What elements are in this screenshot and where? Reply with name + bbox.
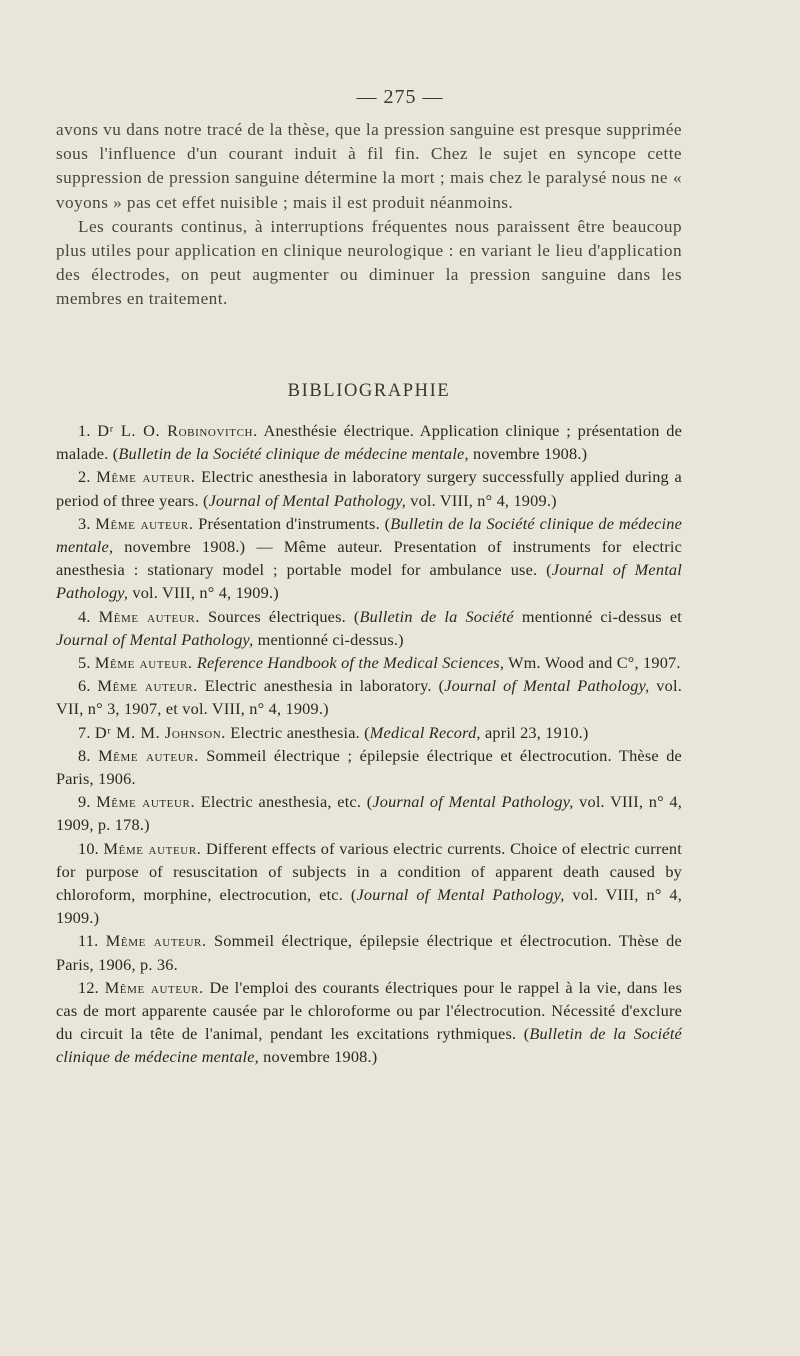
entry-number: 11. (78, 931, 99, 951)
entry-author: Même auteur. (96, 467, 196, 487)
entry-text: mentionné ci-dessus.) (253, 629, 404, 649)
entry-text: Anesthésie électrique. Application clinique ; présentation de malade. ( (56, 421, 682, 464)
entry-number: 7. (78, 722, 91, 742)
paragraph: Les courants continus, à interruptions fréquentes nous paraissent être beaucoup plus utiles pour application en clinique neurologique : en variant le lieu d'application des électrodes, on peut augmenter ou diminuer la pression sanguine dans les membres en traitement. (56, 216, 682, 309)
entry-journal: Journal of Mental Pathology, (444, 676, 650, 696)
entry-journal: Bulletin de la Société clinique de médecine mentale, (56, 513, 682, 557)
entry-number: 5. (78, 653, 91, 673)
bibliography-entry (56, 419, 682, 465)
entry-journal: Bulletin de la Société clinique de médecine mentale, (118, 444, 469, 464)
bibliography-entry (56, 721, 682, 744)
entry-author: Même auteur. (105, 931, 207, 951)
entry-text: Different effects of various electric currents. Choice of electric current for purpose of resuscitation of subjects in a condition of apparent death caused by chloroform, morphine, electrocution, etc. ( (56, 838, 683, 905)
entry-journal: Bulletin de la Société clinique de médecine mentale, (56, 1024, 682, 1067)
entry-text: De l'emploi des courants électriques pour le rappel à la vie, dans les cas de mort apparente causée par le chloroforme ou par l'électrocution. Nécessité d'exclure du circuit la tête de l'animal, pendant les excitations rythmiques. ( (56, 977, 682, 1044)
entry-number: 4. (78, 606, 91, 626)
entry-journal: Reference Handbook of the Medical Sciences, (196, 653, 505, 673)
entry-journal: Journal of Mental Pathology, (372, 792, 574, 812)
entry-text: mentionné ci-dessus et (513, 606, 682, 626)
entry-journal: Bulletin de la Société (359, 606, 514, 626)
bibliography-entry (56, 929, 682, 975)
entry-text: Présentation d'instruments. ( (198, 513, 391, 533)
entry-journal: Journal of Mental Pathology, (56, 560, 682, 603)
entry-number: 2. (78, 467, 91, 487)
entry-author: Dʳ M. M. Johnson. (94, 722, 226, 742)
entry-number: 1. (78, 421, 91, 440)
entry-author: Même auteur. (96, 792, 196, 812)
bibliography-entry (56, 837, 682, 930)
entry-journal: Journal of Mental Pathology, (208, 490, 406, 510)
bibliography-entry (56, 790, 682, 836)
bibliography-entry (56, 465, 682, 511)
paragraph: avons vu dans notre tracé de la thèse, que la pression sanguine est presque supprimée sous l'influence d'un courant induit à fil fin. Chez le sujet en syncope cette suppression de pression sanguine détermine la mort ; mais chez le paralysé nous ne « voyons » pas cet effet nuisible ; mais il est produit néanmoins. (56, 120, 682, 212)
section-title: BIBLIOGRAPHIE (287, 381, 451, 401)
entry-number: 3. (78, 513, 91, 533)
bibliography-entry (56, 651, 682, 674)
entry-author: Même auteur. (95, 513, 194, 533)
entry-number: 8. (78, 745, 91, 765)
entry-text: Wm. Wood and C°, 1907. (504, 653, 681, 673)
entry-number: 9. (78, 792, 91, 812)
entry-number: 6. (78, 676, 91, 696)
entry-number: 12. (78, 977, 99, 997)
entry-text: vol. VIII, n° 4, 1909.) (405, 490, 557, 510)
bibliography-entry (56, 605, 682, 651)
bibliography-entry (56, 744, 682, 790)
body-text (56, 118, 682, 312)
entry-author: Même auteur. (97, 676, 198, 696)
entry-text: Electric anesthesia, etc. ( (200, 792, 373, 812)
entry-text: Sommeil électrique, épilepsie électrique et électrocution. Thèse de Paris, 1906, p. 36. (56, 931, 682, 974)
bibliography-entry (56, 512, 682, 605)
entry-journal: Journal of Mental Pathology, (56, 629, 254, 649)
bibliography-entry (56, 976, 682, 1069)
entry-author: Même auteur. (98, 745, 199, 765)
entry-journal: Journal of Mental Pathology, (356, 885, 565, 905)
entry-text: april 23, 1910.) (480, 722, 589, 742)
entry-author: Dʳ L. O. Robinovitch. (97, 421, 258, 440)
entry-text: vol. VII, n° 3, 1907, et vol. VIII, n° 4, 1909.) (56, 676, 682, 719)
entry-author: Même auteur. (103, 838, 202, 858)
bibliography-list (56, 419, 682, 1069)
entry-text: novembre 1908.) (258, 1047, 378, 1067)
entry-journal: Medical Record, (369, 722, 481, 742)
entry-text: novembre 1908.) (468, 444, 588, 464)
entry-author: Même auteur. (98, 606, 200, 626)
entry-author: Même auteur. (94, 653, 193, 673)
entry-text: Sommeil électrique ; épilepsie électrique et électrocution. Thèse de Paris, 1906. (56, 745, 682, 789)
bibliography-entry (56, 674, 682, 720)
entry-text: vol. VIII, n° 4, 1909.) (56, 885, 683, 928)
entry-text: vol. VIII, n° 4, 1909, p. 178.) (56, 792, 682, 835)
entry-text: Sources électriques. ( (207, 606, 360, 626)
entry-text: Electric anesthesia in laboratory surgery successfully applied during a period of three years. ( (56, 467, 682, 510)
entry-number: 10. (78, 838, 99, 858)
entry-text: Electric anesthesia. ( (230, 722, 370, 742)
entry-text: Electric anesthesia in laboratory. ( (204, 676, 445, 696)
entry-text: vol. VIII, n° 4, 1909.) (128, 583, 279, 603)
page-number: — 275 — (356, 86, 444, 108)
entry-author: Même auteur. (104, 977, 204, 997)
entry-text: novembre 1908.) — Même auteur. Presentation of instruments for electric anesthesia : stationary model ; portable model for ambulance use. ( (56, 537, 682, 580)
